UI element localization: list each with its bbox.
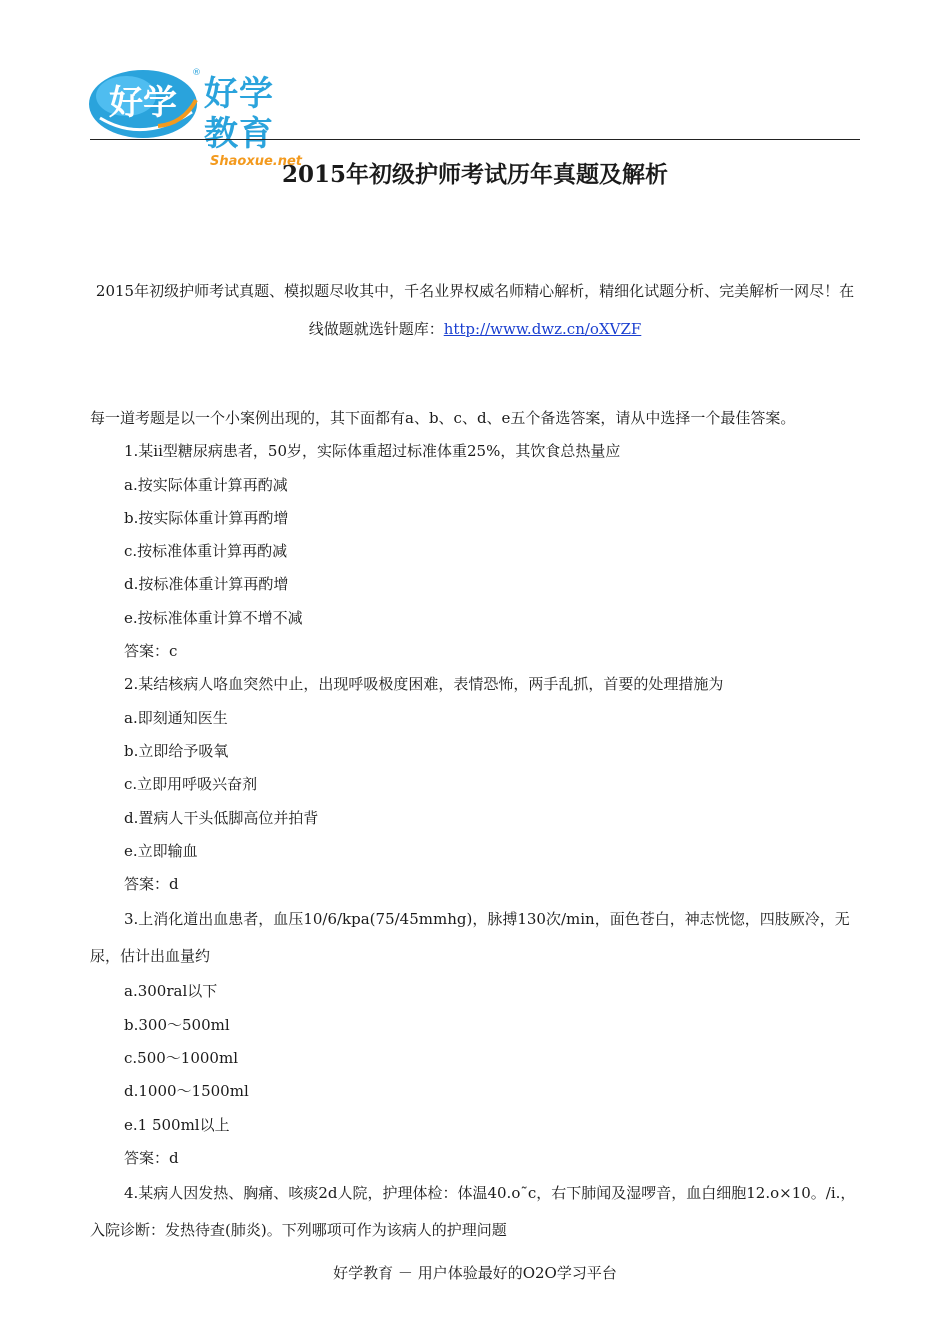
question-stem: 4.某病人因发热、胸痛、咳痰2d人院，护理体检：体温40.o˜c，右下肺闻及湿啰音，血白细胞12.o×10。/i.，入院诊断：发热待查(肺炎)。下列哪项可作为该病人的护理问题 [90, 1184, 856, 1240]
option-b: b.按实际体重计算再酌增 [124, 508, 289, 527]
intro-paragraph [90, 272, 860, 348]
option-c: c.按标准体重计算再酌减 [124, 542, 288, 561]
intro-text: 2015年初级护师考试真题、模拟题尽收其中，千名业界权威名师精心解析，精细化试题分析、完美解析一网尽！在线做题就选针题库： [95, 282, 855, 338]
option-d: d.置病人干头低脚高位并拍背 [124, 808, 319, 827]
question-stem: 2.某结核病人咯血突然中止，出现呼吸极度困难，表情恐怖，两手乱抓，首要的处理措施为 [124, 675, 724, 694]
answer: 答案：d [124, 1148, 179, 1167]
option-d: d.按标准体重计算再酌增 [124, 575, 289, 594]
answer: 答案：c [124, 642, 178, 661]
svg-text:好学: 好学 [109, 83, 177, 123]
logo-main-text: 好学教育 [204, 74, 274, 154]
question-list [90, 402, 862, 1249]
option-a: a.即刻通知医生 [124, 708, 228, 727]
option-a: a.300ral以下 [124, 982, 218, 1001]
option-e: e.1 500ml以上 [124, 1115, 230, 1134]
option-d: d.1000～1500ml [124, 1082, 249, 1101]
question-stem: 1.某ii型糖尿病患者，50岁，实际体重超过标准体重25%，其饮食总热量应 [124, 442, 621, 461]
registered-mark: ® [192, 68, 201, 78]
option-c: c.立即用呼吸兴奋剂 [124, 775, 258, 794]
option-e: e.按标准体重计算不增不减 [124, 608, 303, 627]
logo-sub-text: Shaoxue.net [210, 154, 303, 169]
question-bank-link[interactable]: http://www.dwz.cn/oXVZF [443, 320, 642, 338]
instructions: 每一道考题是以一个小案例出现的，其下面都有a、b、c、d、e五个备选答案，请从中选择一个最佳答案。 [90, 409, 796, 427]
logo-wordmark [204, 74, 302, 170]
page-footer: 好学教育 － 用户体验最好的O2O学习平台 [333, 1264, 617, 1282]
header-divider [90, 139, 860, 140]
option-b: b.立即给予吸氧 [124, 741, 229, 760]
option-b: b.300～500ml [124, 1015, 230, 1034]
answer: 答案：d [124, 875, 179, 894]
option-c: c.500～1000ml [124, 1049, 238, 1068]
question-stem: 3.上消化道出血患者，血压10/6/kpa(75/45mmhg)，脉搏130次/min，面色苍白，神志恍惚，四肢厥冷，无尿，估计出血量约 [90, 910, 850, 966]
logo-emblem-icon [88, 66, 200, 140]
brand-logo [88, 66, 303, 169]
option-a: a.按实际体重计算再酌减 [124, 475, 288, 494]
option-e: e.立即输血 [124, 841, 198, 860]
page-title: 2015年初级护师考试历年真题及解析 [281, 161, 668, 188]
